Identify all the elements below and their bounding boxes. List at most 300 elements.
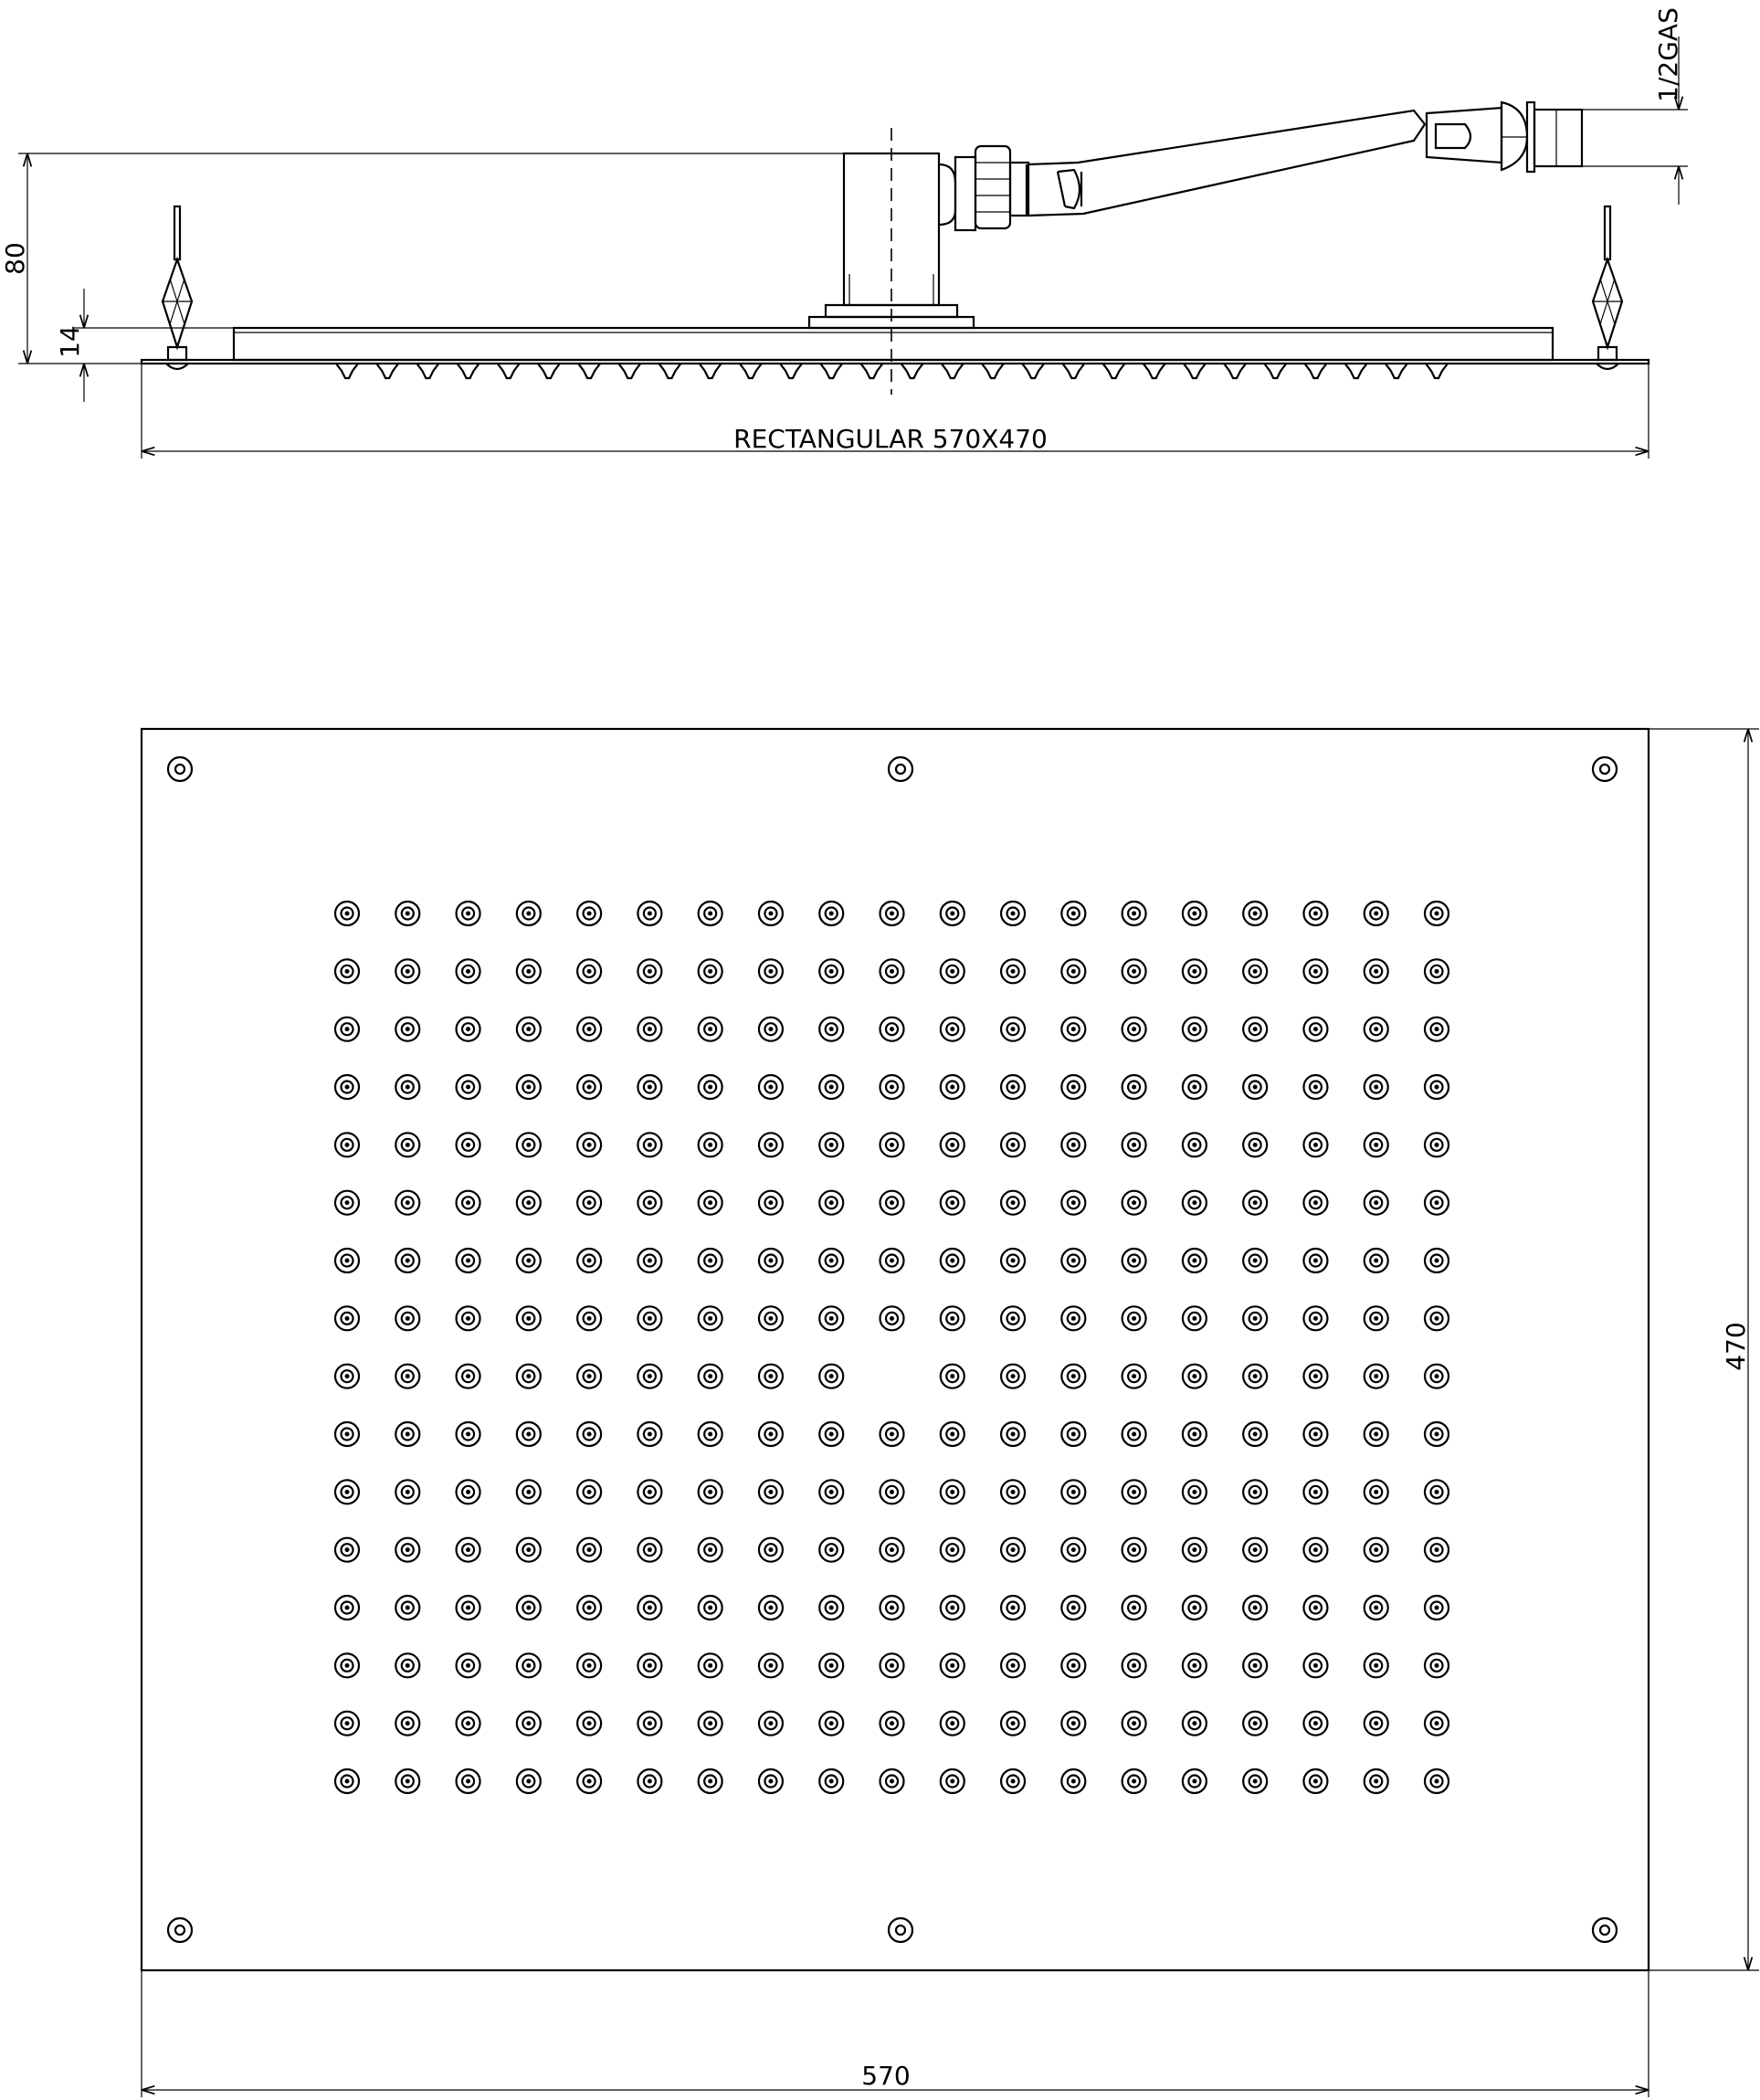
nozzle	[941, 1712, 964, 1736]
nozzle	[941, 1306, 964, 1330]
nozzle	[395, 1133, 419, 1156]
nozzle-profile	[740, 364, 762, 378]
nozzle	[1365, 1480, 1388, 1504]
nozzle	[577, 1191, 601, 1215]
nozzle-profile	[498, 364, 520, 378]
nozzle	[457, 1191, 480, 1215]
screw-hole	[1593, 757, 1617, 781]
nozzle	[1243, 1769, 1267, 1793]
nozzle	[1183, 959, 1207, 983]
nozzle	[759, 1018, 783, 1041]
nozzle	[638, 1306, 661, 1330]
nozzle	[1061, 1480, 1085, 1504]
nozzle	[1122, 1422, 1146, 1446]
nozzle	[1001, 1769, 1025, 1793]
nozzle	[517, 902, 541, 925]
nozzle-grid	[335, 902, 1449, 1793]
nozzle	[1001, 1249, 1025, 1272]
nozzle	[819, 1075, 843, 1099]
nozzle	[941, 959, 964, 983]
nozzle	[759, 1480, 783, 1504]
nozzle	[1061, 1075, 1085, 1099]
nozzle	[1061, 959, 1085, 983]
nozzle	[1122, 1769, 1146, 1793]
nozzle	[819, 1306, 843, 1330]
nozzle	[819, 1480, 843, 1504]
nozzle-profile	[1304, 364, 1326, 378]
nozzle	[335, 1769, 359, 1793]
nozzle	[759, 1306, 783, 1330]
screw-hole	[889, 757, 912, 781]
nozzle	[335, 902, 359, 925]
nozzle	[1425, 1365, 1449, 1388]
nozzle	[759, 1538, 783, 1562]
nozzle	[1183, 1018, 1207, 1041]
nozzle	[517, 1306, 541, 1330]
nozzle	[577, 1133, 601, 1156]
nozzle	[1183, 1365, 1207, 1388]
nozzle	[1425, 1422, 1449, 1446]
nozzle	[941, 1249, 964, 1272]
nozzle	[1243, 1133, 1267, 1156]
nozzle	[941, 1365, 964, 1388]
nozzle	[880, 1769, 904, 1793]
nozzle	[395, 1365, 419, 1388]
nozzle-profile	[538, 364, 560, 378]
nozzle	[1425, 1249, 1449, 1272]
nozzle	[1183, 1538, 1207, 1562]
nozzle-profile	[416, 364, 438, 378]
left-mounting-stud	[163, 206, 192, 369]
shower-plate-outline	[142, 729, 1649, 1970]
nozzle	[1122, 1365, 1146, 1388]
nozzle	[577, 1480, 601, 1504]
nozzle	[819, 902, 843, 925]
nozzle	[395, 1422, 419, 1446]
nozzle	[699, 1769, 722, 1793]
nozzle	[880, 1018, 904, 1041]
nozzle	[941, 1769, 964, 1793]
nozzle	[1425, 1191, 1449, 1215]
nozzle	[1243, 1422, 1267, 1446]
nozzle	[1001, 1018, 1025, 1041]
nozzle	[699, 1133, 722, 1156]
nozzle	[1122, 1191, 1146, 1215]
nozzle	[1365, 1712, 1388, 1736]
nozzle	[1122, 1133, 1146, 1156]
nozzle	[395, 1712, 419, 1736]
nozzle	[941, 1596, 964, 1620]
nozzle	[759, 1075, 783, 1099]
nozzle	[335, 959, 359, 983]
nozzle	[335, 1018, 359, 1041]
nozzle	[577, 1306, 601, 1330]
nozzle	[1303, 1769, 1327, 1793]
drawing-title: RECTANGULAR 570X470	[733, 424, 1048, 454]
nozzle	[395, 1075, 419, 1099]
nozzle	[638, 1249, 661, 1272]
nozzle-profile	[1224, 364, 1246, 378]
nozzle	[759, 1653, 783, 1677]
nozzle	[457, 1075, 480, 1099]
nozzle	[1303, 1306, 1327, 1330]
nozzle	[1001, 902, 1025, 925]
nozzle	[395, 1480, 419, 1504]
nozzle	[759, 1249, 783, 1272]
nozzle	[1365, 1422, 1388, 1446]
nozzle	[880, 1538, 904, 1562]
nozzle	[1061, 1596, 1085, 1620]
nozzle	[395, 1018, 419, 1041]
nozzle	[880, 1596, 904, 1620]
nozzle	[1001, 1306, 1025, 1330]
side-view	[0, 7, 1688, 459]
svg-text:1/2GAS: 1/2GAS	[1653, 7, 1683, 102]
nozzle	[638, 1191, 661, 1215]
nozzle	[638, 1653, 661, 1677]
nozzle	[638, 1480, 661, 1504]
nozzle	[335, 1365, 359, 1388]
plan-view	[142, 729, 1759, 2097]
nozzle	[819, 1365, 843, 1388]
nozzle-profile	[578, 364, 600, 378]
nozzle	[1365, 1075, 1388, 1099]
nozzle	[335, 1306, 359, 1330]
nozzle	[638, 1596, 661, 1620]
nozzle	[1303, 1422, 1327, 1446]
nozzle	[1061, 1306, 1085, 1330]
nozzle	[1243, 902, 1267, 925]
nozzle	[941, 1075, 964, 1099]
screw-hole	[168, 1918, 192, 1942]
nozzle	[759, 1191, 783, 1215]
nozzle	[638, 959, 661, 983]
nozzle	[1122, 1306, 1146, 1330]
nozzle	[1425, 1075, 1449, 1099]
nozzle	[699, 1712, 722, 1736]
nozzle	[457, 1712, 480, 1736]
nozzle	[638, 1769, 661, 1793]
nozzle	[880, 959, 904, 983]
nozzle-profile	[700, 364, 722, 378]
nozzle	[699, 1596, 722, 1620]
nozzle	[395, 959, 419, 983]
nozzle	[517, 1133, 541, 1156]
nozzle-profile	[1103, 364, 1125, 378]
nozzle	[819, 1018, 843, 1041]
nozzle	[395, 1596, 419, 1620]
nozzle	[517, 1712, 541, 1736]
nozzle	[1243, 959, 1267, 983]
nozzle	[880, 1480, 904, 1504]
nozzle	[1001, 1712, 1025, 1736]
nozzle-profile	[1264, 364, 1286, 378]
nozzle	[1425, 1018, 1449, 1041]
nozzle-profile	[618, 364, 640, 378]
nozzle	[577, 959, 601, 983]
nozzle	[699, 1480, 722, 1504]
nozzle	[1061, 1249, 1085, 1272]
nozzle	[880, 1306, 904, 1330]
nozzle	[1183, 1712, 1207, 1736]
nozzle	[517, 1596, 541, 1620]
nozzle-profile	[659, 364, 680, 378]
nozzle	[457, 1653, 480, 1677]
nozzle	[1183, 1133, 1207, 1156]
nozzle	[638, 1075, 661, 1099]
nozzle	[1061, 1538, 1085, 1562]
nozzle	[1365, 1249, 1388, 1272]
nozzle-profile	[458, 364, 480, 378]
nozzle	[1365, 1365, 1388, 1388]
nozzle	[517, 1422, 541, 1446]
nozzle	[1183, 1769, 1207, 1793]
nozzle	[577, 1249, 601, 1272]
nozzle	[880, 1653, 904, 1677]
nozzle	[457, 959, 480, 983]
nozzle	[1061, 1018, 1085, 1041]
nozzle	[335, 1249, 359, 1272]
nozzle	[457, 1365, 480, 1388]
nozzle	[1001, 1480, 1025, 1504]
nozzle	[1122, 1653, 1146, 1677]
screw-hole	[168, 757, 192, 781]
nozzle	[577, 1075, 601, 1099]
nozzle	[1243, 1365, 1267, 1388]
nozzle	[577, 902, 601, 925]
nozzle	[880, 1075, 904, 1099]
right-mounting-stud	[1593, 206, 1622, 369]
nozzle	[638, 1712, 661, 1736]
nozzle	[577, 1769, 601, 1793]
nozzle	[1122, 1018, 1146, 1041]
screw-hole	[1593, 1918, 1617, 1942]
nozzle	[1243, 1480, 1267, 1504]
dimension-thread	[1582, 7, 1688, 205]
nozzle	[638, 1538, 661, 1562]
nozzle	[1183, 1075, 1207, 1099]
nozzle	[1365, 959, 1388, 983]
nozzle	[1061, 1133, 1085, 1156]
nozzle	[1303, 1538, 1327, 1562]
nozzle-profile	[942, 364, 964, 378]
nozzle	[1425, 959, 1449, 983]
nozzle	[1365, 1191, 1388, 1215]
nozzle	[1001, 1133, 1025, 1156]
nozzle	[517, 1191, 541, 1215]
nozzle	[759, 959, 783, 983]
nozzle	[1365, 1538, 1388, 1562]
nozzle	[335, 1596, 359, 1620]
nozzle	[517, 1075, 541, 1099]
nozzle-profile	[820, 364, 842, 378]
nozzle-profile	[780, 364, 802, 378]
nozzle	[457, 1538, 480, 1562]
nozzle	[395, 902, 419, 925]
nozzle	[457, 1596, 480, 1620]
nozzle	[335, 1075, 359, 1099]
nozzle	[395, 1653, 419, 1677]
nozzle	[1122, 1075, 1146, 1099]
nozzle	[819, 1712, 843, 1736]
svg-text:14: 14	[55, 325, 85, 358]
nozzle	[1425, 1538, 1449, 1562]
nozzle	[395, 1769, 419, 1793]
svg-text:470: 470	[1721, 1322, 1751, 1371]
nozzle	[1365, 1653, 1388, 1677]
nozzle	[457, 1480, 480, 1504]
nozzle	[1425, 1480, 1449, 1504]
nozzle	[699, 902, 722, 925]
nozzle	[699, 1075, 722, 1099]
nozzle	[1243, 1653, 1267, 1677]
nozzle	[1061, 1769, 1085, 1793]
nozzle-profile	[1062, 364, 1084, 378]
nozzle	[395, 1306, 419, 1330]
nozzle	[759, 1422, 783, 1446]
nozzle	[819, 1191, 843, 1215]
nozzle	[1061, 1422, 1085, 1446]
screw-hole	[889, 1918, 912, 1942]
nozzle	[577, 1365, 601, 1388]
nozzle	[457, 1133, 480, 1156]
nozzle	[517, 1653, 541, 1677]
nozzle	[1122, 1538, 1146, 1562]
nozzle	[1303, 1018, 1327, 1041]
nozzle	[1001, 1422, 1025, 1446]
nozzle	[819, 1249, 843, 1272]
nozzle	[759, 1133, 783, 1156]
nozzle	[699, 1422, 722, 1446]
nozzle	[819, 1769, 843, 1793]
nozzle	[1061, 1365, 1085, 1388]
nozzle	[335, 1133, 359, 1156]
nozzle	[335, 1538, 359, 1562]
nozzle-profile	[1386, 364, 1407, 378]
nozzle	[759, 1712, 783, 1736]
nozzle	[1303, 1596, 1327, 1620]
nozzle	[1001, 1075, 1025, 1099]
nozzle	[1303, 1133, 1327, 1156]
nozzle	[1122, 1596, 1146, 1620]
nozzle	[457, 1769, 480, 1793]
nozzle	[457, 1422, 480, 1446]
nozzle	[457, 902, 480, 925]
nozzle	[457, 1306, 480, 1330]
nozzle	[699, 1018, 722, 1041]
nozzle	[1061, 902, 1085, 925]
nozzle	[819, 1133, 843, 1156]
nozzle	[638, 1365, 661, 1388]
nozzle	[880, 1191, 904, 1215]
nozzle	[1061, 1653, 1085, 1677]
nozzle	[1122, 902, 1146, 925]
nozzle	[1243, 1249, 1267, 1272]
dimension-side-width	[142, 364, 1649, 459]
nozzle	[1183, 1480, 1207, 1504]
nozzle	[335, 1480, 359, 1504]
nozzle	[819, 1422, 843, 1446]
nozzle	[1183, 1191, 1207, 1215]
nozzle	[1243, 1075, 1267, 1099]
nozzle	[1183, 1422, 1207, 1446]
nozzle	[335, 1653, 359, 1677]
nozzle	[1122, 1249, 1146, 1272]
nozzle	[699, 1538, 722, 1562]
nozzle	[335, 1422, 359, 1446]
elbow-nut	[939, 146, 1028, 230]
nozzle	[517, 1365, 541, 1388]
nozzle	[1425, 1306, 1449, 1330]
nozzle	[1243, 1306, 1267, 1330]
nozzle	[941, 1653, 964, 1677]
nozzle-profile	[1184, 364, 1206, 378]
nozzle	[1243, 1191, 1267, 1215]
nozzle	[1183, 1596, 1207, 1620]
nozzle	[759, 1769, 783, 1793]
nozzle	[1425, 902, 1449, 925]
nozzle	[1303, 1480, 1327, 1504]
svg-text:570: 570	[861, 2061, 911, 2091]
nozzle	[1122, 1712, 1146, 1736]
nozzle	[577, 1018, 601, 1041]
nozzle	[1303, 1075, 1327, 1099]
dimension-14	[55, 289, 234, 402]
nozzle	[1001, 1191, 1025, 1215]
dimension-570	[142, 1970, 1649, 2097]
nozzle	[1365, 1769, 1388, 1793]
nozzle	[457, 1249, 480, 1272]
nozzle	[1303, 1365, 1327, 1388]
nozzle-profile	[860, 364, 882, 378]
nozzle	[1303, 959, 1327, 983]
nozzle	[395, 1249, 419, 1272]
nozzle	[335, 1191, 359, 1215]
nozzle	[1365, 902, 1388, 925]
nozzle	[880, 902, 904, 925]
nozzle	[1122, 959, 1146, 983]
nozzle-profile	[1022, 364, 1044, 378]
nozzle	[577, 1596, 601, 1620]
nozzle	[457, 1018, 480, 1041]
nozzle	[941, 1133, 964, 1156]
nozzle	[577, 1538, 601, 1562]
nozzle	[577, 1653, 601, 1677]
nozzle	[941, 1191, 964, 1215]
screw-holes	[168, 757, 1617, 1942]
nozzle-profile	[901, 364, 923, 378]
nozzle	[759, 1365, 783, 1388]
dimension-470	[1649, 729, 1759, 1970]
nozzle	[1183, 1653, 1207, 1677]
nozzle	[1303, 1653, 1327, 1677]
nozzle	[1061, 1191, 1085, 1215]
nozzle	[1303, 1712, 1327, 1736]
nozzle	[941, 902, 964, 925]
nozzle	[517, 1480, 541, 1504]
nozzle	[1425, 1712, 1449, 1736]
nozzle	[577, 1712, 601, 1736]
svg-text:80: 80	[0, 242, 30, 275]
nozzle	[517, 959, 541, 983]
nozzle	[941, 1538, 964, 1562]
nozzle	[699, 1365, 722, 1388]
nozzle	[1365, 1018, 1388, 1041]
nozzle	[1303, 902, 1327, 925]
nozzle	[638, 1422, 661, 1446]
nozzle	[1243, 1712, 1267, 1736]
nozzle	[1243, 1596, 1267, 1620]
